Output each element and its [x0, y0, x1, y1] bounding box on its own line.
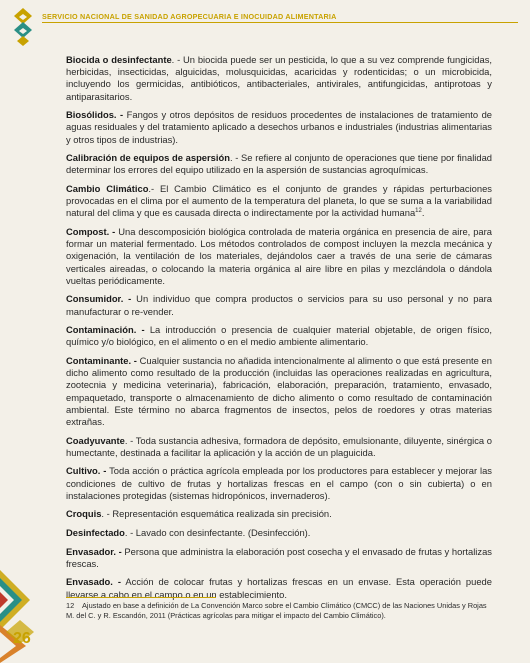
- glossary-entry: [66, 152, 492, 176]
- entry-definition: Un individuo que compra productos o servicios para su uso personal y no para manufacturar o re-vender.: [66, 293, 492, 317]
- glossary-entry: [66, 465, 492, 502]
- entry-term: Biocida o desinfectante: [66, 54, 172, 65]
- entry-term: Contaminación. -: [66, 324, 145, 336]
- corner-decoration-icon: [0, 570, 60, 663]
- entry-definition: Acción de colocar frutas y hortalizas frescas en un envase. Esta operación puede llevarse a cabo en el campo o en un establecimiento.: [66, 576, 492, 600]
- header-title: SERVICIO NACIONAL DE SANIDAD AGROPECUARIA E INOCUIDAD ALIMENTARIA: [42, 12, 337, 21]
- glossary-entry: [66, 293, 492, 317]
- glossary-entry: [66, 355, 492, 428]
- entry-definition: La introducción o presencia de cualquier material objetable, de origen físico, químico y/o biológico, en el alimento o en el medio ambiente alimentario.: [66, 324, 492, 348]
- entry-definition: Persona que administra la elaboración post cosecha y el envasado de frutas y hortalizas frescas.: [66, 545, 492, 569]
- glossary-entry: [66, 546, 492, 570]
- entry-term: Desinfectado: [66, 527, 125, 538]
- entry-definition: . - Se refiere al conjunto de operaciones que tiene por finalidad determinar los errores del equipo utilizado en la aspersión de sustancias agroquímicas.: [66, 152, 492, 176]
- footnote-text: Ajustado en base a definición de La Convención Marco sobre el Cambio Climático (CMCC) de las Naciones Unidas y Rojas M. del C. y R. Escandón, 2011 (Prácticas agrícolas para mitigar el impacto del Cambio Climático).: [66, 601, 487, 620]
- entry-definition: Una descomposición biológica controlada de materia orgánica en presencia de aire, para formar un material fermentado. Los métodos controlados de compost incluyen la mezcla mecánica y oxigenación, la ventilación de los materiales, dejándolos caer a través de una serie de cámaras verticales aireadas, o colocando la materia orgánica al aire libre en pilas y mezclándola o dándola vueltas periódicamente.: [66, 226, 492, 286]
- entry-definition: Toda acción o práctica agrícola empleada por los productores para establecer y mejorar las condiciones de cultivo de frutas y hortalizas frescas en el campo (con o sin cubierta) o en instalaciones protegidas (sistemas hidropónicos, invernaderos).: [66, 465, 492, 501]
- entry-term: Coadyuvante: [66, 434, 125, 446]
- entry-term: Calibración de equipos de aspersión: [66, 152, 230, 164]
- glossary-entry: [66, 508, 492, 520]
- entry-term: Compost. -: [66, 226, 116, 237]
- page-number: 26: [13, 630, 31, 647]
- entry-definition: .- El Cambio Climático es el conjunto de grandes y rápidas perturbaciones provocadas en el clima por el aumento de la temperatura del planeta, lo que se suma a la variabilidad natural del clima y que es causada directa o indirectamente por la actividad humana: [66, 183, 492, 219]
- entry-term: Croquis: [66, 508, 102, 520]
- entry-definition: Fangos y otros depósitos de residuos procedentes de instalaciones de tratamiento de aguas residuales y del tratamiento aplicado a desechos urbanos e industriales (industrias alimentarias y otros tipos de industrias).: [66, 109, 493, 145]
- entry-term: Contaminante. -: [66, 355, 137, 366]
- entry-definition: Cualquier sustancia no añadida intencionalmente al alimento o que está presente en dicho alimento como resultado de la producción (incluidas las operaciones realizadas en agricultura, zootecnia y medicina veterinaria), fabricación, elaboración, preparación, tratamiento, envasado, empaquetado, transporte o almacenamiento de dicho alimento o como resultado de contaminación ambiental. Este término no abarca fragmentos de insectos, pelos de roedores y otras materias extrañas.: [66, 355, 492, 428]
- entry-term: Biosólidos. -: [66, 109, 124, 121]
- glossary-entry: [66, 183, 492, 220]
- footnote: [66, 601, 496, 621]
- glossary-entry: [66, 226, 492, 287]
- header-rule: [42, 22, 518, 23]
- footnote-reference[interactable]: 12: [415, 208, 422, 215]
- entry-definition: . - Toda sustancia adhesiva, formadora de depósito, emulsionante, diluyente, sinérgica o humectante, destinada a facilitar la aplicación y la acción de un plaguicida.: [66, 434, 492, 458]
- entry-term: Cambio Climático: [66, 183, 149, 194]
- glossary-entry: [66, 435, 492, 459]
- entry-definition: . - Un biocida puede ser un pesticida, lo que a su vez comprende fungicidas, herbicidas, insecticidas, alguicidas, molusquicidas, acaricidas y rodenticidas; o un microbicida, incluyendo los germicidas, antibióticos, antibacteriales, antivirales, antifungicidas, antiprotoas y antiparasitarios.: [66, 54, 492, 102]
- footnote-number: 12: [66, 601, 75, 610]
- entry-term: Consumidor. -: [66, 293, 132, 305]
- glossary-content: [66, 54, 492, 607]
- entry-definition: . - Representación esquemática realizada sin precisión.: [101, 508, 332, 520]
- footnote-rule: [66, 597, 216, 598]
- glossary-entry: [66, 527, 492, 539]
- glossary-entry: [66, 324, 492, 348]
- glossary-entry: [66, 109, 492, 146]
- entry-definition-end: .: [421, 207, 425, 219]
- glossary-entry: [66, 54, 492, 103]
- entry-term: Cultivo. -: [66, 465, 107, 477]
- entry-definition: . - Lavado con desinfectante. (Desinfección).: [124, 527, 311, 538]
- entry-term: Envasado. -: [66, 576, 121, 588]
- entry-term: Envasador. -: [66, 545, 122, 557]
- header-logo-icon: [8, 6, 38, 46]
